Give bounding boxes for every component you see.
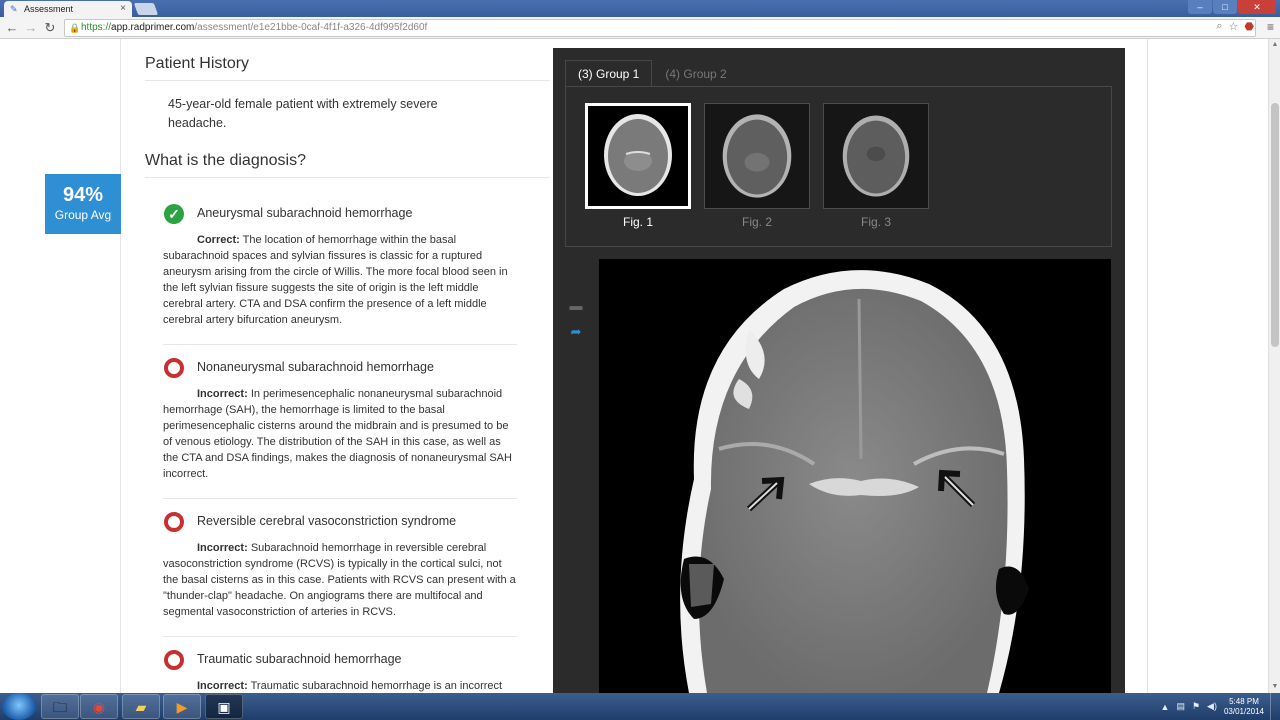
share-arrow-icon[interactable]: ➦ — [570, 324, 582, 339]
chrome-icon[interactable]: ◉ — [80, 694, 118, 719]
reload-icon[interactable]: ↻ — [44, 20, 56, 35]
answer-label: Aneurysmal subarachnoid hemorrhage — [197, 206, 413, 220]
correct-check-icon: ✓ — [164, 204, 184, 224]
divider — [145, 80, 550, 81]
answer-explanation-text: Subarachnoid hemorrhage in reversible cerebral vasoconstriction syndrome (RCVS) is typically in the cortical sulci, not the basal cisterns as in this case. Patients with RCVS can present with a "thunder-clap" headache. On angiograms there are multifocal and segmental vasoconstriction of arteries in RCVS. — [163, 542, 516, 618]
incorrect-circle-icon — [164, 358, 184, 378]
windows-taskbar — [0, 693, 1280, 720]
back-arrow-icon[interactable]: ← — [5, 20, 19, 35]
figure-thumbnail-1[interactable] — [585, 103, 691, 209]
answer-explanation-text: Traumatic subarachnoid hemorrhage is an incorrect — [250, 680, 503, 692]
volume-icon[interactable]: ◀) — [1207, 701, 1217, 711]
radprimer-favicon-icon: ✎ — [10, 4, 18, 14]
ct-thumbnail-image — [588, 106, 688, 206]
file-explorer-icon[interactable]: 🗀 — [41, 694, 79, 719]
answer-explanation — [163, 232, 518, 328]
tray-arrow-icon[interactable]: ▲ — [1160, 701, 1170, 712]
answer-explanation-text: In perimesencephalic nonaneurysmal subarachnoid hemorrhage (SAH), the hemorrhage is limited to the basal perimesencephalic cisterns around the midbrain and is presumed to be of venous etiology. The distribution of the SAH in this case, as well as the CTA and DSA findings, makes the diagnosis of nonaneurysmal SAH incorrect. — [163, 388, 512, 480]
clock-time: 5:48 PM — [1229, 696, 1259, 706]
browser-tab[interactable] — [4, 1, 132, 17]
flag-icon[interactable]: ⚑ — [1191, 701, 1201, 711]
new-tab-button[interactable] — [134, 3, 158, 15]
answer-label: Nonaneurysmal subarachnoid hemorrhage — [197, 360, 434, 374]
tab-group-2[interactable]: (4) Group 2 — [665, 67, 727, 81]
browser-tab-title: Assessment — [24, 4, 74, 14]
address-bar[interactable] — [64, 19, 1256, 37]
clock[interactable] — [1224, 697, 1264, 717]
zoom-icon[interactable]: ⌕ — [1216, 20, 1223, 32]
url-path: /assessment/e1e21bbe-0caf-4f1f-a326-4df995f2d60f — [194, 22, 428, 33]
divider — [163, 344, 517, 345]
figure-thumbnail-2[interactable] — [704, 103, 810, 209]
media-player-icon[interactable]: ▶ — [163, 694, 201, 719]
lock-icon: 🔒 — [69, 23, 81, 33]
comment-icon[interactable]: ▬ — [569, 298, 583, 313]
close-window-button[interactable]: ✕ — [1238, 0, 1276, 14]
figure-caption-3: Fig. 3 — [860, 215, 891, 229]
answer-explanation — [163, 678, 518, 693]
page-scrollbar[interactable] — [1268, 39, 1280, 693]
answer-explanation — [163, 386, 518, 482]
thumbnail-strip — [565, 86, 1112, 247]
folder-icon[interactable]: ▰ — [122, 694, 160, 719]
tab-group-1[interactable]: (3) Group 1 — [565, 60, 652, 87]
page — [0, 39, 1280, 693]
answer-verdict: Incorrect: — [197, 680, 248, 692]
answer-option[interactable] — [145, 204, 550, 345]
scroll-thumb[interactable] — [1271, 103, 1279, 347]
question-title: What is the diagnosis? — [145, 152, 306, 169]
ct-thumbnail-image — [705, 104, 809, 208]
answer-explanation-text: The location of hemorrhage within the basal subarachnoid spaces and sylvian fissures is classic for a ruptured aneurysm arising from the circle of Willis. The more focal blood seen in the left sylvian fissure suggests the site of origin is the left middle cerebral artery. CTA and DSA confirm the presence of a left middle cerebral artery bifurcation aneurysm. — [163, 234, 508, 326]
ct-thumbnail-image — [824, 104, 928, 208]
scroll-down-arrow-icon[interactable]: ▼ — [1271, 683, 1279, 690]
screen-recorder-icon[interactable]: ▣ — [205, 694, 243, 719]
window-controls — [1187, 0, 1276, 14]
answer-option[interactable] — [145, 650, 550, 693]
start-button-icon[interactable] — [2, 693, 36, 720]
minimize-button[interactable]: – — [1188, 0, 1212, 14]
url-host: app.radprimer.com — [111, 22, 195, 33]
answer-verdict: Incorrect: — [197, 542, 248, 554]
figure-caption-1: Fig. 1 — [622, 215, 653, 229]
incorrect-circle-icon — [164, 512, 184, 532]
system-tray — [1161, 693, 1280, 720]
figure-thumbnail-3[interactable] — [823, 103, 929, 209]
maximize-button[interactable]: □ — [1213, 0, 1237, 14]
browser-toolbar — [0, 17, 1280, 39]
chrome-menu-icon[interactable]: ≡ — [1266, 20, 1274, 34]
answer-verdict: Correct: — [197, 234, 240, 246]
patient-history-title: Patient History — [145, 55, 250, 72]
question-column — [145, 39, 550, 693]
group-average-percent: 94% — [62, 184, 104, 206]
incorrect-circle-icon — [164, 650, 184, 670]
image-group-tabs — [565, 60, 740, 87]
forward-arrow-icon[interactable]: → — [24, 20, 38, 35]
image-viewer — [553, 48, 1125, 693]
answer-label: Reversible cerebral vasoconstriction syndrome — [197, 514, 457, 528]
omnibox-icons — [1216, 20, 1254, 33]
patient-history-text: 45-year-old female patient with extremely severe headache. — [168, 97, 438, 130]
answer-label: Traumatic subarachnoid hemorrhage — [197, 652, 402, 666]
clock-date: 03/01/2014 — [1223, 706, 1264, 716]
scroll-up-arrow-icon[interactable]: ▲ — [1271, 41, 1279, 48]
group-average-label: Group Avg — [54, 208, 112, 222]
bookmark-star-icon[interactable]: ☆ — [1228, 21, 1239, 33]
answer-option[interactable] — [145, 358, 550, 499]
answer-explanation — [163, 540, 518, 620]
adblock-icon[interactable]: ⬣ — [1244, 21, 1254, 33]
divider — [163, 636, 517, 637]
browser-tab-strip — [0, 0, 1280, 17]
answer-verdict: Incorrect: — [197, 388, 248, 400]
network-icon[interactable]: ▤ — [1176, 701, 1185, 711]
close-tab-icon[interactable]: × — [120, 3, 126, 14]
group-average-badge — [45, 174, 121, 234]
ct-scan-image — [599, 259, 1111, 693]
answer-option[interactable] — [145, 512, 550, 637]
divider — [163, 498, 517, 499]
show-desktop-button[interactable] — [1270, 693, 1280, 720]
figure-caption-2: Fig. 2 — [741, 215, 772, 229]
ct-scan-svg — [599, 259, 1111, 693]
url-scheme: https:// — [81, 22, 112, 33]
